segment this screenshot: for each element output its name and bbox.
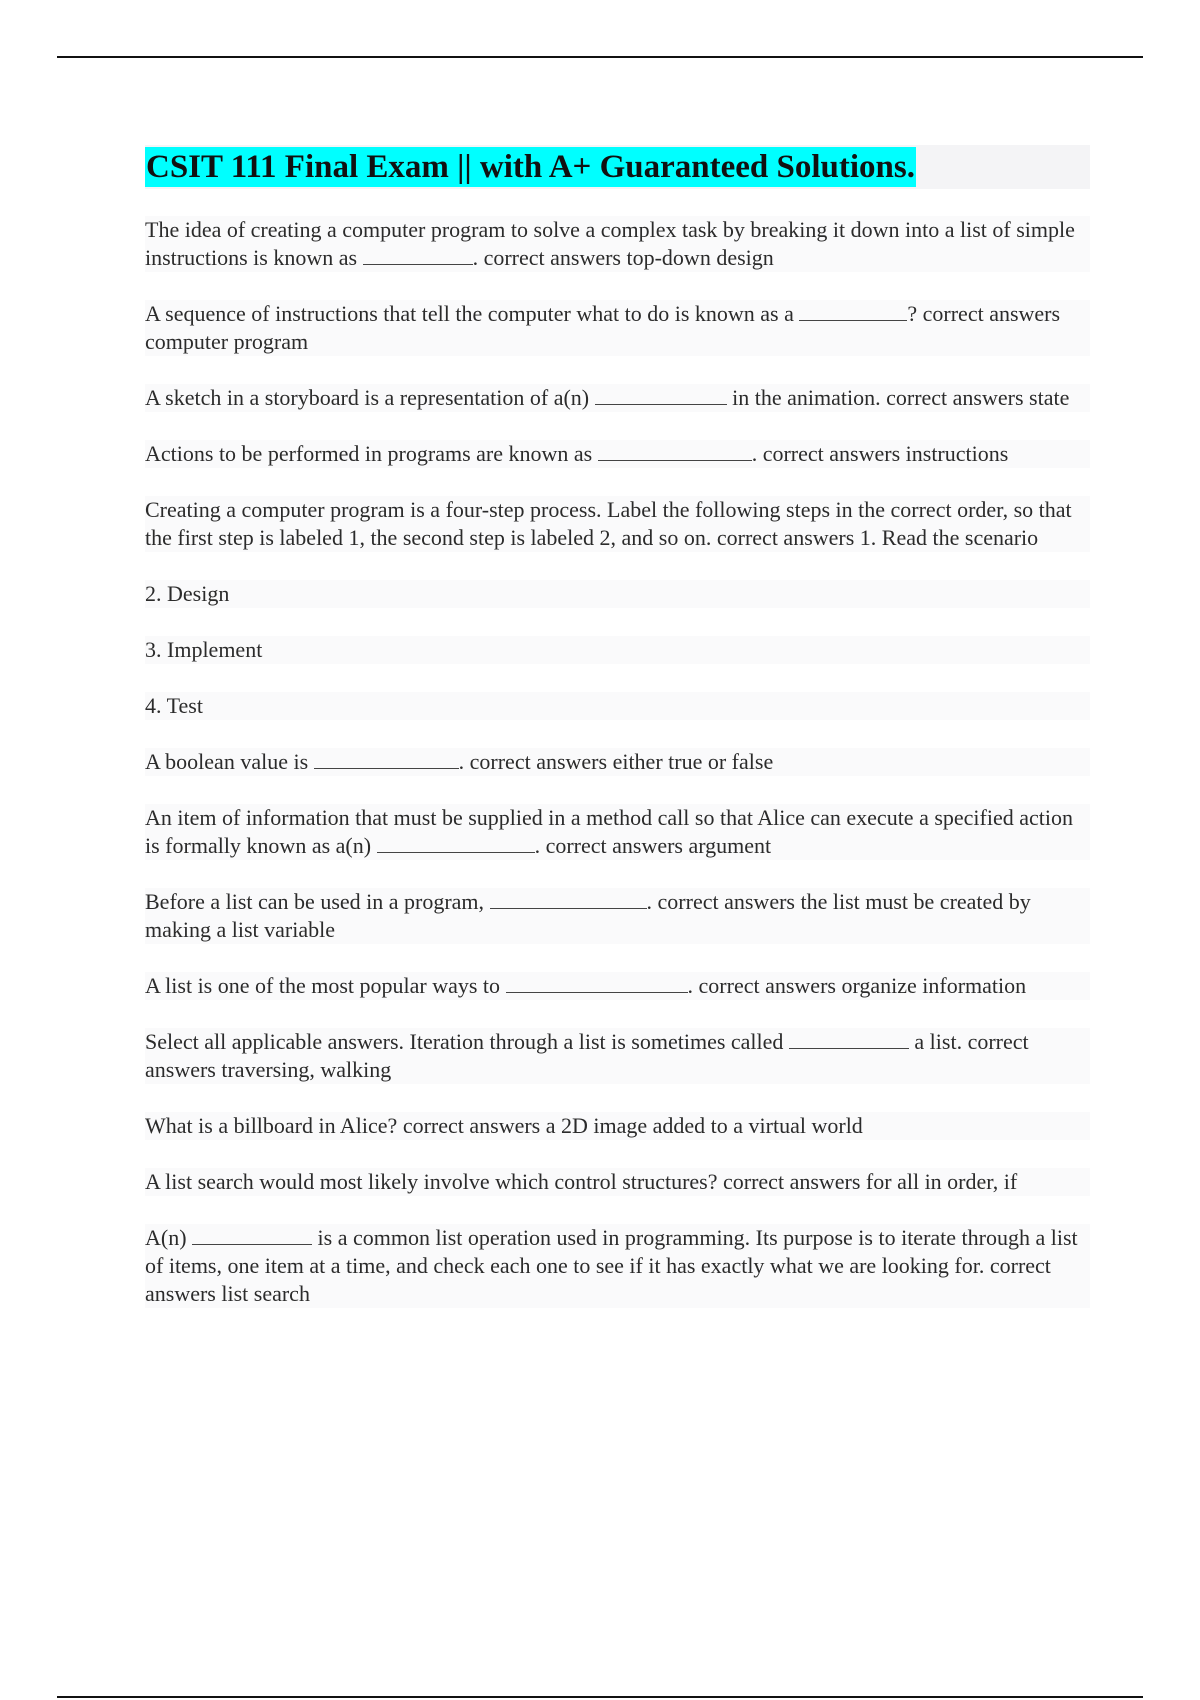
qa-item: 4. Test (145, 692, 1090, 720)
qa-item: An item of information that must be supplied in a method call so that Alice can execute a specified action is formally known as a(n) . correct answers argument (145, 804, 1090, 860)
answer-blank (799, 302, 907, 321)
answer-blank (377, 834, 535, 853)
qa-item: What is a billboard in Alice? correct answers a 2D image added to a virtual world (145, 1112, 1090, 1140)
qa-item: A list search would most likely involve which control structures? correct answers for all in order, if (145, 1168, 1090, 1196)
bottom-rule (57, 1696, 1143, 1698)
answer-blank (192, 1226, 312, 1245)
answer-blank (595, 386, 727, 405)
qa-item: Creating a computer program is a four-step process. Label the following steps in the correct order, so that the first step is labeled 1, the second step is labeled 2, and so on. correct answers 1. Read the scenario (145, 496, 1090, 552)
document-body (145, 145, 1090, 1336)
qa-item: 3. Implement (145, 636, 1090, 664)
answer-blank (490, 890, 647, 909)
top-rule (57, 56, 1143, 58)
qa-item: Before a list can be used in a program, . correct answers the list must be created by making a list variable (145, 888, 1090, 944)
qa-item: A sequence of instructions that tell the computer what to do is known as a ? correct answers computer program (145, 300, 1090, 356)
qa-item: A(n) is a common list operation used in programming. Its purpose is to iterate through a list of items, one item at a time, and check each one to see if it has exactly what we are looking for. correct answers list search (145, 1224, 1090, 1308)
document-title: CSIT 111 Final Exam || with A+ Guaranteed Solutions. (146, 149, 915, 186)
qa-item: The idea of creating a computer program to solve a complex task by breaking it down into a list of simple instructions is known as . correct answers top-down design (145, 216, 1090, 272)
answer-blank (789, 1030, 909, 1049)
answer-blank (598, 442, 752, 461)
qa-item: Actions to be performed in programs are known as . correct answers instructions (145, 440, 1090, 468)
qa-item: A list is one of the most popular ways to . correct answers organize information (145, 972, 1090, 1000)
qa-item: A sketch in a storyboard is a representation of a(n) in the animation. correct answers state (145, 384, 1090, 412)
qa-item: A boolean value is . correct answers either true or false (145, 748, 1090, 776)
answer-blank (314, 750, 459, 769)
title-bar (145, 145, 1090, 189)
answer-blank (506, 974, 688, 993)
answer-blank (363, 246, 473, 265)
qa-item: Select all applicable answers. Iteration through a list is sometimes called a list. correct answers traversing, walking (145, 1028, 1090, 1084)
qa-item: 2. Design (145, 580, 1090, 608)
